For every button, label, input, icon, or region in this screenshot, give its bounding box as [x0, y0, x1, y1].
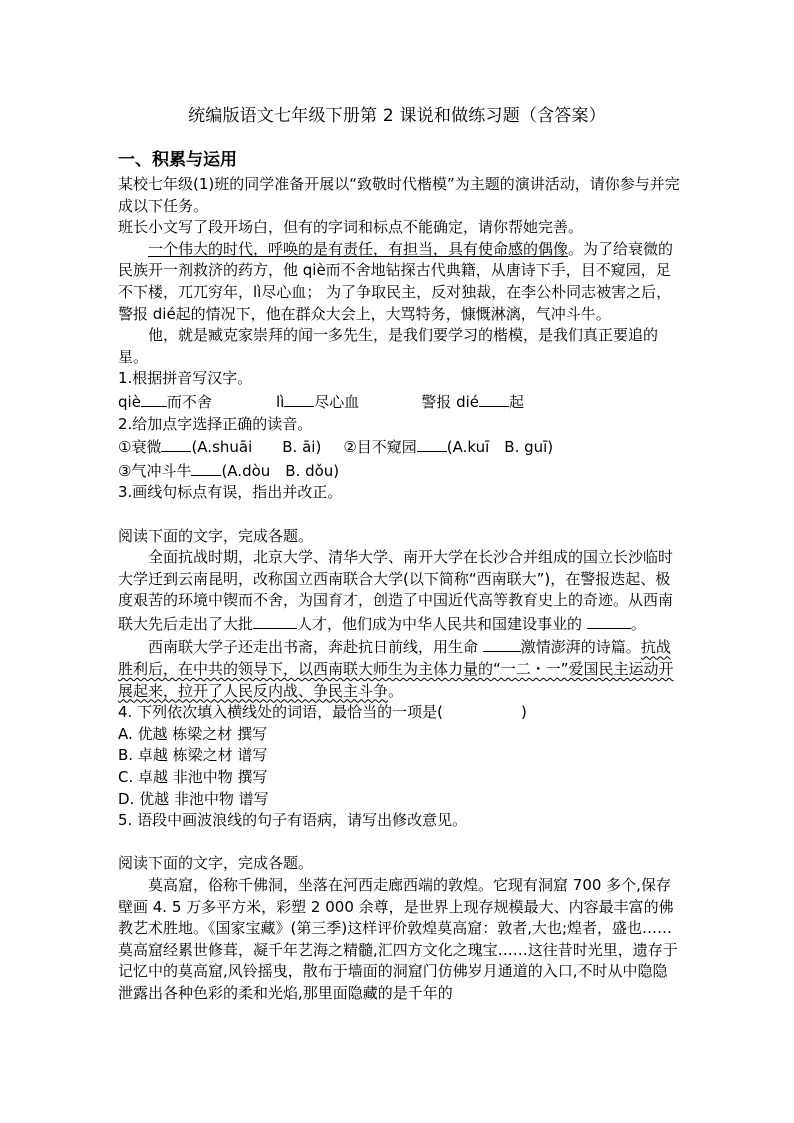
option-b: B. 卓越 栋梁之材 谱写 [118, 746, 268, 765]
question-1: 1.根据拼音写汉字。 [118, 369, 253, 388]
document-body [118, 174, 680, 1005]
answer-blank[interactable] [483, 635, 521, 652]
question-3: 3.画线句标点有误，指出并改正。 [118, 483, 343, 502]
passage-paragraph: 西南联大学子还走出书斋，奔赴抗日前线，用生命 激情澎湃的诗篇。抗战胜利后，在中共的领导下，以西南联大师生为主体力量的“一二・一”爱国民主运动开展起来，拉开了人民反内战、争民主斗争。 [118, 635, 680, 702]
wavy-underlined-sentence: 抗战胜利后，在中共的领导下，以西南联大师生为主体力量的“一二・一”爱国民主运动开展起来，拉开了人民反内战、争民主斗争 [118, 638, 674, 700]
answer-blank[interactable] [479, 390, 509, 407]
reading-lead: 阅读下面的文字，完成各题。 [118, 854, 314, 873]
passage-paragraph: 全面抗战时期，北京大学、清华大学、南开大学在长沙合并组成的国立长沙临时大学迁到云南昆明，改称国立西南联合大学(以下简称“西南联大”)，在警报迭起、极度艰苦的环境中锲而不舍，为国育才，创造了中国近代高等教育史上的奇迹。从西南联大先后走出了大批 人才，他们成为中华人民共和国建设事业的 。 [118, 548, 674, 633]
question-2: 2.给加点字选择正确的读音。 [118, 414, 313, 433]
intro-line: 某校七年级(1)班的同学准备开展以“致敬时代楷模”为主题的演讲活动，请你参与并完成以下任务。 [118, 175, 680, 215]
question-1-blanks: qiè 而不舍 lì 尽心血 警报 dié 起 [118, 390, 680, 414]
underlined-sentence: 一个伟大的时代，呼唤的是有责任，有担当，具有使命感的偶像 [148, 239, 569, 258]
option-c: C. 卓越 非池中物 撰写 [118, 768, 268, 787]
passage-paragraph: 莫高窟，俗称千佛洞，坐落在河西走廊西端的敦煌。它现有洞窟 700 多个,保存壁画 4. 5 万多平方米，彩塑 2 000 余尊，是世界上现存规模最大、内容最丰富的佛教艺术胜地。《国家宝藏》(第三季)这样评价敦煌莫高窟：敦者,大也;煌者，盛也……莫高窟经累世修葺，凝千年艺海之精髓,汇四方文化之瑰宝……这往昔时光里，遗存于记忆中的莫高窟,风铃摇曳，散布于墙面的洞窟门仿佛岁月通道的入口,不时从中隐隐泄露出各种色彩的柔和光焰,那里面隐藏的是千年的 [118, 876, 678, 1002]
answer-blank[interactable] [141, 390, 167, 407]
question-2-options: ①衰微 (A.shuāi B. āi) ②目不窥园 (A.kuī B. guī) [118, 435, 680, 459]
passage-paragraph: 一个伟大的时代，呼唤的是有责任，有担当，具有使命感的偶像。为了给衰微的民族开一剂救济的药方，他 qiè而不舍地钻探古代典籍，从唐诗下手，目不窥园，足不下楼，兀兀穷年，lì尽心血； 为了争取民主，反对独裁，在李公朴同志被害之后，警报 dié起的情况下，他在群众大会上，大骂特务，慷慨淋漓，气冲斗牛。 [118, 239, 674, 323]
intro-line: 班长小文写了段开场白，但有的字词和标点不能确定，请你帮她完善。 [118, 218, 584, 237]
answer-blank[interactable] [587, 612, 631, 629]
answer-blank[interactable] [284, 390, 314, 407]
answer-blank[interactable] [161, 435, 191, 452]
reading-lead: 阅读下面的文字，完成各题。 [118, 526, 314, 545]
answer-blank[interactable] [253, 612, 297, 629]
passage-paragraph: 他，就是臧克家崇拜的闻一多先生，是我们要学习的楷模，是我们真正要追的星。 [118, 326, 659, 366]
option-a: A. 优越 栋梁之材 撰写 [118, 724, 268, 743]
page-title: 统编版语文七年级下册第 2 课说和做练习题（含答案） [188, 106, 606, 126]
question-5: 5. 语段中画波浪线的句子有语病，请写出修改意见。 [118, 811, 468, 830]
answer-blank[interactable] [191, 459, 221, 476]
option-d: D. 优越 非池中物 谱写 [118, 789, 269, 808]
answer-blank[interactable] [417, 435, 447, 452]
question-2-options: ③气冲斗牛 (A.dòu B. dǒu) [118, 459, 680, 483]
section-heading: 一、积累与运用 [118, 150, 237, 170]
question-4: 4. 下列依次填入横线处的词语，最恰当的一项是( ) [118, 703, 527, 722]
